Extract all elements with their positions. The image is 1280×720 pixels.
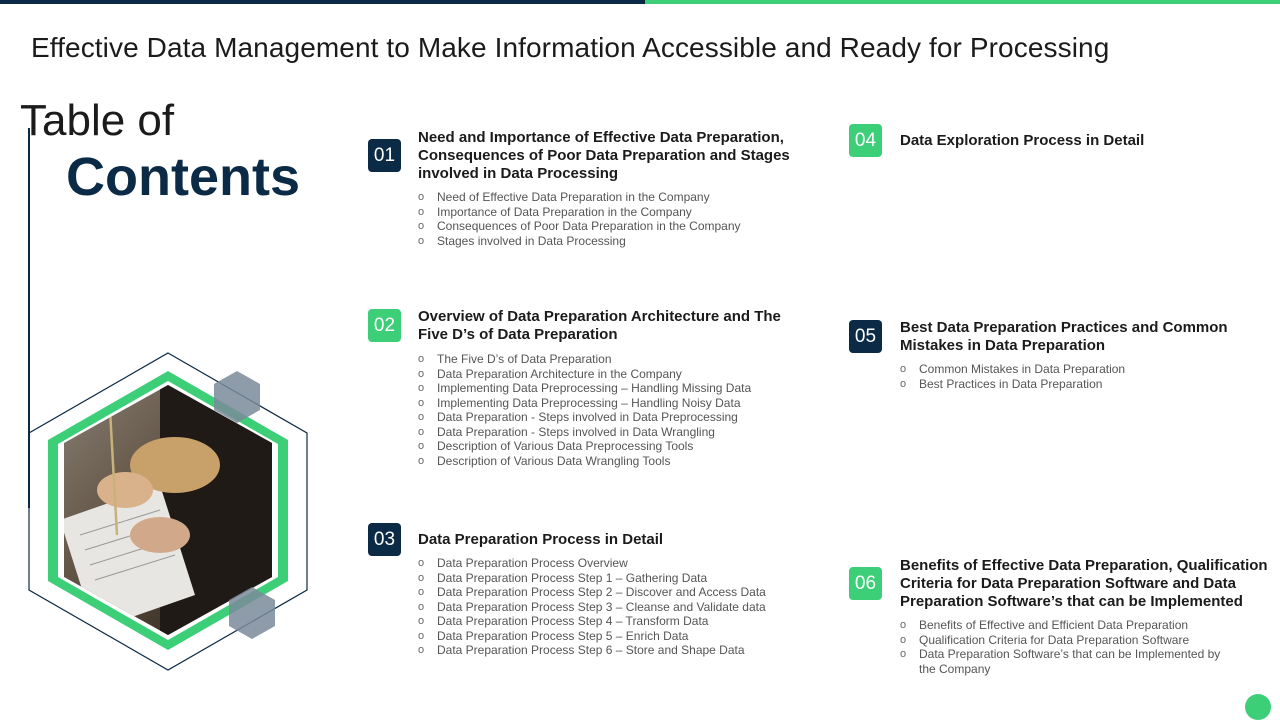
top-accent-bar-green [645,0,1280,4]
section-title[interactable]: Best Data Preparation Practices and Common Mistakes in Data Preparation [900,319,1228,354]
section-subitem: o Data Preparation Architecture in the Company [418,367,778,382]
section-subitem: o Data Preparation Process Step 6 – Store and Shape Data [418,643,788,658]
section-subitem: o Data Preparation Process Step 5 – Enrich Data [418,629,788,644]
section-subitem: o Data Preparation Process Step 3 – Cleanse and Validate data [418,600,788,615]
section-number-badge: 01 [368,139,401,172]
section-subitem: o The Five D’s of Data Preparation [418,352,778,367]
section-subitem: o Benefits of Effective and Efficient Data Preparation [900,618,1230,633]
section-subitem: o Qualification Criteria for Data Preparation Software [900,633,1230,648]
section-title[interactable]: Benefits of Effective Data Preparation, Qualification Criteria for Data Preparation Software and Data Preparation Software’s that can be Implemented [900,557,1268,610]
section-subitem: o Description of Various Data Wrangling Tools [418,454,778,469]
section-subitem: o Data Preparation Process Step 1 – Gathering Data [418,571,788,586]
section-subitem: o Data Preparation Process Step 2 – Discover and Access Data [418,585,788,600]
section-subitem: o Consequences of Poor Data Preparation in the Company [418,219,778,234]
section-subitem: o Importance of Data Preparation in the Company [418,205,778,220]
section-subitem-list [418,556,788,658]
section-title[interactable]: Overview of Data Preparation Architecture and The Five D’s of Data Preparation [418,308,781,343]
page-title: Effective Data Management to Make Information Accessible and Ready for Processing [31,32,1110,63]
section-subitem: o Data Preparation Process Step 4 – Transform Data [418,614,788,629]
section-subitem-list [418,352,778,468]
section-subitem-list [418,190,778,248]
section-number-badge: 05 [849,320,882,353]
section-subitem: o Data Preparation - Steps involved in Data Wrangling [418,425,778,440]
section-subitem: o Implementing Data Preprocessing – Handling Noisy Data [418,396,778,411]
toc-heading-line1: Table of [20,96,175,145]
section-subitem: o Stages involved in Data Processing [418,234,778,249]
section-title[interactable]: Need and Importance of Effective Data Preparation, Consequences of Poor Data Preparation and Stages involved in Data Processing [418,129,790,182]
section-subitem-list [900,362,1230,391]
section-subitem-list [900,618,1230,676]
section-number-badge: 04 [849,124,882,157]
top-accent-bar-navy [0,0,645,4]
section-subitem: o Data Preparation Software’s that can be Implemented by the Company [900,647,1230,676]
section-number-badge: 06 [849,567,882,600]
section-title[interactable]: Data Preparation Process in Detail [418,531,664,548]
toc-heading-line2: Contents [66,147,300,207]
corner-green-dot [1245,694,1271,720]
section-subitem: o Need of Effective Data Preparation in the Company [418,190,778,205]
section-subitem: o Description of Various Data Preprocessing Tools [418,439,778,454]
section-subitem: o Data Preparation Process Overview [418,556,788,571]
section-subitem: o Implementing Data Preprocessing – Handling Missing Data [418,381,778,396]
section-number-badge: 02 [368,309,401,342]
hexagon-photo-graphic [20,345,320,675]
section-subitem: o Data Preparation - Steps involved in Data Preprocessing [418,410,778,425]
section-number-badge: 03 [368,523,401,556]
section-subitem: o Common Mistakes in Data Preparation [900,362,1230,377]
section-subitem: o Best Practices in Data Preparation [900,377,1230,392]
section-title[interactable]: Data Exploration Process in Detail [900,132,1145,149]
